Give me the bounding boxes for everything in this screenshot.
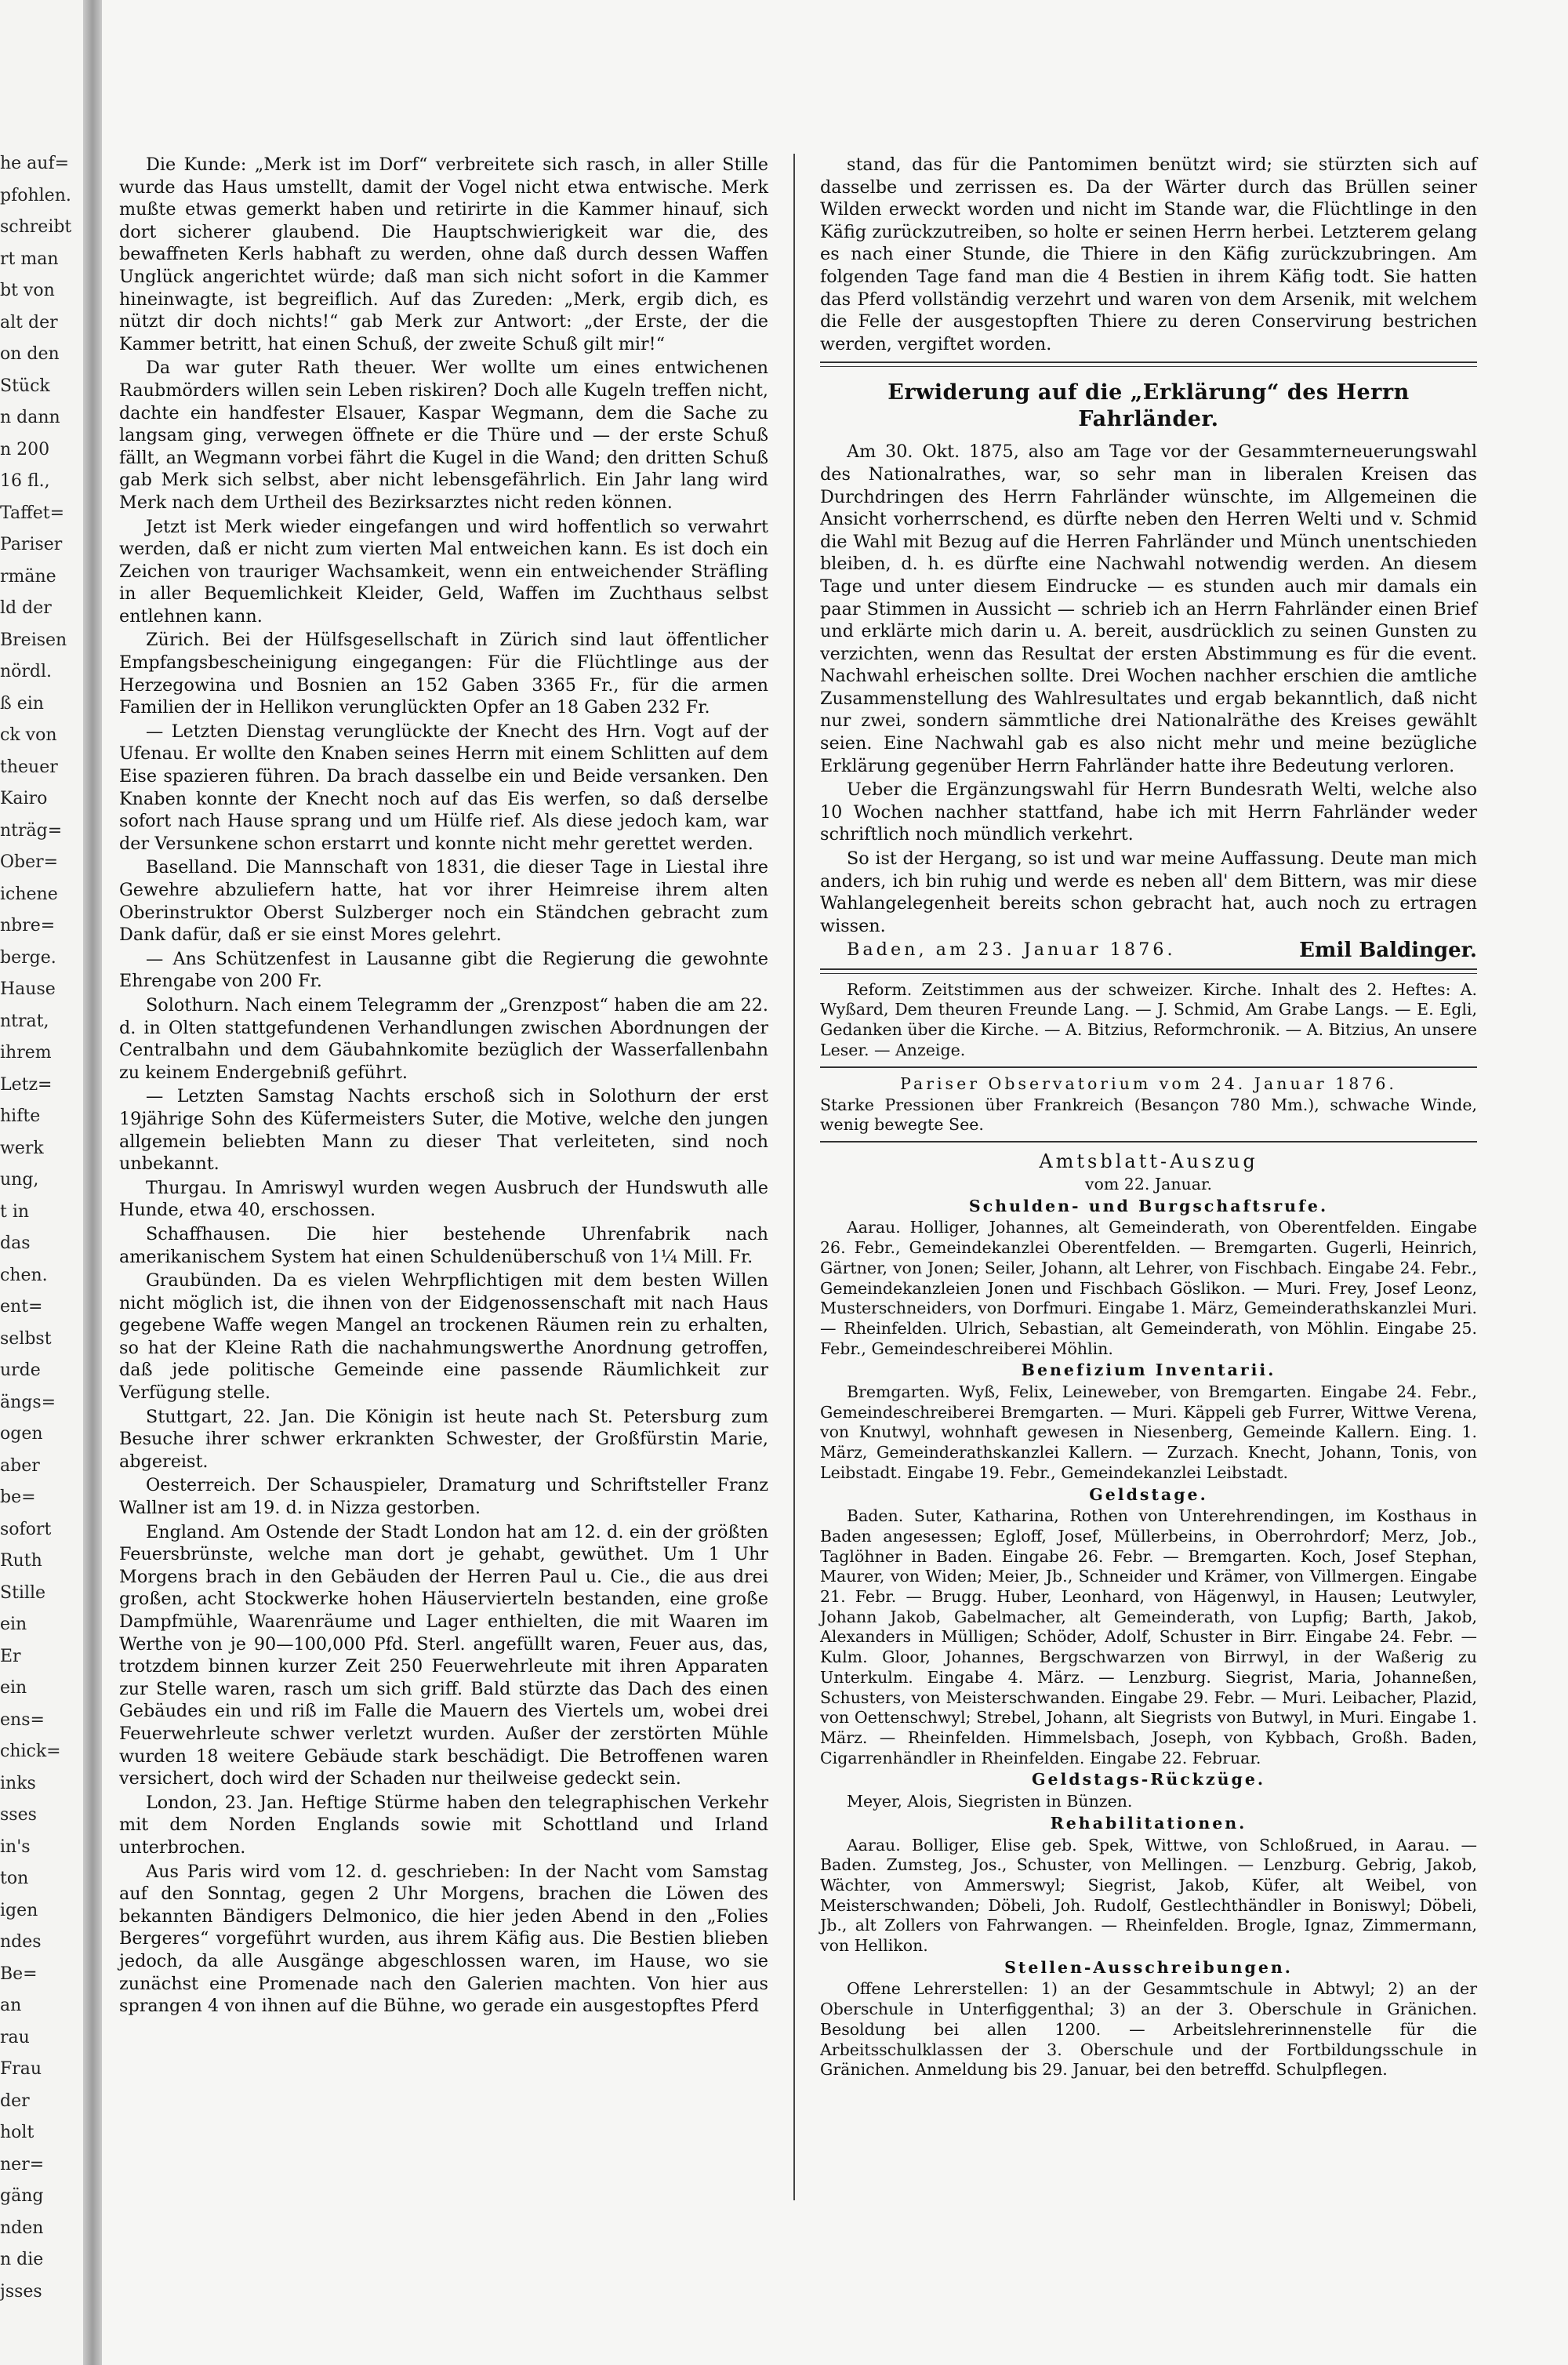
- previous-page-fragment: ihrem: [0, 1043, 52, 1063]
- reply-paragraph: So ist der Hergang, so ist und war meine Auffassung. Deute man mich anders, ich bin ruhig und werde es neben all' dem Bittern, was mir diese Wahlangelegenheit bereits schon gebracht hat, auch noch zu ertragen wissen.: [820, 848, 1477, 936]
- gazette-sections: [820, 1197, 1477, 2080]
- previous-page-fragment: Frau: [0, 2059, 42, 2079]
- previous-page-fragment: ntrat,: [0, 1011, 49, 1031]
- news-paragraph: Zürich. Bei der Hülfsgesellschaft in Zürich sind laut öffentlicher Empfangsbescheinigung eingegangen: Für die Flüchtlinge aus der Herzegowina und Bosnien an 152 Gaben 3365 Fr., für die armen Familien der in Hellikon verunglückten Opfer an 18 Gaben 232 Fr.: [119, 630, 768, 718]
- previous-page-fragment: be=: [0, 1488, 36, 1507]
- previous-page-fragment: theuer: [0, 757, 58, 777]
- previous-page-fragment: an: [0, 1996, 22, 2015]
- previous-page-fragment: ung,: [0, 1170, 39, 1190]
- previous-page-fragment: n dann: [0, 408, 60, 427]
- previous-page-fragment: Breisen: [0, 630, 67, 650]
- gazette-section-text: Meyer, Alois, Siegristen in Bünzen.: [847, 1792, 1133, 1811]
- lion-story-end: stand, das für die Pantomimen benützt wird; sie stürzten sich auf dasselbe und zerrissen es. Da der Wärter durch das Brüllen seiner Wilden erweckt worden und nicht im Stande war, die Flüchtlinge in den Käfig zurückzutreiben, so holte er seinen Herrn herbei. Letzterem gelang es nach einer Stunde, die Thiere in den Käfig zurückzubringen. Am folgenden Tage fand man die 4 Bestien in ihrem Käfig todt. Sie hatten das Pferd vollständig verzehrt und waren von dem Arsenik, mit welchem die Felle der ausgestopften Thiere zu deren Conservirung bestrichen werden, vergiftet worden.: [820, 154, 1477, 354]
- previous-page-fragment: ß ein: [0, 693, 44, 714]
- previous-page-fragment: ner=: [0, 2154, 45, 2174]
- previous-page-fragment: chen.: [0, 1265, 48, 1285]
- previous-page-fragment: ndes: [0, 1932, 42, 1952]
- weather-title: Pariser Observatorium vom 24. Januar 1876.: [900, 1074, 1397, 1094]
- previous-page-fragment: ein: [0, 1678, 27, 1698]
- previous-page-fragment: werk: [0, 1138, 44, 1158]
- column-divider: [793, 154, 795, 2200]
- section-rule: [820, 968, 1477, 974]
- previous-page-fragment: alt der: [0, 312, 58, 332]
- previous-page-fragment: Pariser: [0, 535, 63, 554]
- previous-page-fragment: n die: [0, 2250, 44, 2269]
- news-paragraph: Schaffhausen. Die hier bestehende Uhrenfabrik nach amerikanischem System hat einen Schuldenüberschuß von 1¼ Mill. Fr.: [119, 1223, 768, 1267]
- previous-page-fragment: gäng: [0, 2186, 44, 2206]
- previous-page-fragment: Stille: [0, 1582, 46, 1603]
- dateline: Baden, am 23. Januar 1876.: [847, 939, 1176, 961]
- previous-page-fragment: pfohlen.: [0, 185, 71, 205]
- news-paragraph: — Letzten Dienstag verunglückte der Knecht des Hrn. Vogt auf der Ufenau. Er wollte den Knaben seines Herrn mit einem Schlitten auf dem Eise spazieren führen. Da brach dasselbe ein und Beide versanken. Den Knaben konnte der Knecht noch auf das Eis werfen, so daß derselbe sofort nach Hause sprang und um Hülfe rief. Als diese jedoch kam, war der Versunkene schon erstarrt und konnte nicht mehr gerettet werden.: [119, 721, 768, 854]
- gazette-title: Amtsblatt-Auszug: [1039, 1150, 1258, 1173]
- previous-page-fragment: Stück: [0, 376, 50, 396]
- previous-page-fragment: Taffet=: [0, 503, 65, 523]
- previous-page-fragment: berge.: [0, 947, 56, 968]
- previous-page-fragment: ton: [0, 1869, 29, 1888]
- news-paragraph: Jetzt ist Merk wieder eingefangen und wird hoffentlich so verwahrt werden, daß er nicht zum vierten Mal entweichen kann. Es ist doch ein Zeichen von trauriger Wachsamkeit, wenn ein entweichender Sträfling in aller Bequemlichkeit Kleider, Geld, Waffen im Zuchthaus selbst entlehnen kann.: [119, 516, 768, 627]
- previous-page-fragment: jsses: [0, 2281, 42, 2301]
- previous-page-fragment: das: [0, 1233, 31, 1253]
- news-paragraph: Stuttgart, 22. Jan. Die Königin ist heute nach St. Petersburg zum Besuche ihrer schwer erkrankten Schwester, der Großfürstin Marie, abgereist.: [119, 1406, 768, 1472]
- previous-page-fragment: aber: [0, 1455, 40, 1476]
- previous-page-fragment: selbst: [0, 1328, 52, 1349]
- previous-page-fragment: Kairo: [0, 789, 48, 808]
- gazette-section-heading: Benefizium Inventarii.: [1021, 1361, 1276, 1380]
- gazette-section-heading: Schulden- und Burgschaftsrufe.: [968, 1196, 1329, 1215]
- previous-page-fragment: ängs=: [0, 1392, 56, 1412]
- reply-heading: Erwiderung auf die „Erklärung“ des Herrn Fahrländer.: [887, 380, 1410, 432]
- gazette-section-heading: Rehabilitationen.: [1050, 1813, 1247, 1833]
- previous-page-fragment: Ruth: [0, 1551, 42, 1571]
- gazette-section-text: Baden. Suter, Katharina, Rothen von Unterehrendingen, im Kosthaus in Baden angesessen; Egloff, Josef, Müllerbeins, in Oberrohrdorf; Merz, Job., Taglöhner in Baden. Eingabe 26. Febr. — Bremgarten. Koch, Josef Stephan, Maurer, von Widen; Meier, Jb., Schneider und Krämer, von Villmergen. Eingabe 21. Febr. — Brugg. Huber, Leonhard, von Hägenwyl, in Hausen; Leutwyler, Johann Jakob, Gabelmacher, alt Gemeinderath, von Lupfig; Barth, Jakob, Alexanders in Mülligen; Schöder, Adolf, Schuster in Birr. Eingabe 24. Febr. — Kulm. Gloor, Johannes, Bergschwarzen von Birrwyl, in der Waßerig zu Unterkulm. Eingabe 4. März. — Lenzburg. Siegrist, Maria, Johanneßen, Schusters, von Meisterschwanden. Eingabe 29. Febr. — Muri. Leibacher, Plazid, von Oettenschwyl; Strebel, Johann, alt Siegrists von Butwyl, in Muri. Eingabe 1. März. — Rheinfelden. Himmelsbach, Joseph, von Kybbach, Großh. Baden, Cigarrenhändler in Rheinfelden. Eingabe 22. Februar.: [820, 1506, 1477, 1767]
- previous-page-fragment: rt man: [0, 249, 59, 269]
- previous-page-fragment: n 200: [0, 439, 50, 460]
- previous-page-fragment: nden: [0, 2218, 44, 2238]
- section-rule: [820, 1066, 1477, 1068]
- previous-page-fragment: ichene: [0, 884, 58, 904]
- right-column: [820, 154, 1477, 2082]
- previous-page-fragment: igen: [0, 1900, 38, 1920]
- previous-page-fragment: nördl.: [0, 662, 53, 681]
- news-paragraph: Oesterreich. Der Schauspieler, Dramaturg und Schriftsteller Franz Wallner ist am 19. d. in Nizza gestorben.: [119, 1475, 768, 1519]
- previous-page-fragment: schreibt: [0, 217, 72, 237]
- previous-page-fragment: on den: [0, 344, 60, 364]
- previous-page-fragment: ck von: [0, 725, 57, 745]
- previous-page-fragment: Ober=: [0, 852, 59, 872]
- previous-page-fragment: nbre=: [0, 916, 56, 935]
- previous-page-fragment: ogen: [0, 1424, 43, 1444]
- previous-page-fragment: Letz=: [0, 1074, 53, 1095]
- left-column: [119, 154, 768, 2019]
- reply-body: [820, 441, 1477, 937]
- previous-page-fragment: ld der: [0, 598, 52, 618]
- gazette-section-text: Offene Lehrerstellen: 1) an der Gesammtschule in Abtwyl; 2) an der Oberschule in Unterfiggenthal; 3) an der 3. Oberschule in Gränichen. Besoldung bei allen 1200. — Arbeitslehrerinnenstelle für die Arbeitsschulklassen der 3. Oberschule und der Fortbildungsschule in Gränichen. Anmeldung bis 29. Januar, bei den betreffd. Schulpflegen.: [820, 1979, 1477, 2080]
- news-paragraph: London, 23. Jan. Heftige Stürme haben den telegraphischen Verkehr mit dem Norden Englands sowie mit Schottland und Irland unterbrochen.: [119, 1792, 768, 1858]
- reply-paragraph: Ueber die Ergänzungswahl für Herrn Bundesrath Welti, welche also 10 Wochen nachher stattfand, habe ich mit Herrn Fahrländer weder schriftlich noch mündlich verkehrt.: [820, 779, 1477, 845]
- previous-page-fragment: bt von: [0, 281, 55, 300]
- weather-text: Starke Pressionen über Frankreich (Besançon 780 Mm.), schwache Winde, wenig bewegte See.: [820, 1095, 1477, 1135]
- previous-page-fragment: sofort: [0, 1519, 52, 1539]
- section-rule: [820, 361, 1477, 367]
- gazette-section-heading: Geldstags-Rückzüge.: [1031, 1770, 1266, 1789]
- previous-page-fragment: he auf=: [0, 154, 70, 173]
- previous-page-fragment: 16 fl.,: [0, 471, 50, 491]
- previous-page-fragment: ent=: [0, 1297, 43, 1317]
- previous-page-fragment: rau: [0, 2027, 30, 2047]
- gazette-section-text: Bremgarten. Wyß, Felix, Leineweber, von Bremgarten. Eingabe 24. Febr., Gemeindeschreiberei Bremgarten. — Muri. Käppeli geb Furrer, Wittwe Verena, von Knutwyl, wohnhaft gewesen in Niesenberg, Gemeinde Kallern. Eing. 1. März, Gemeinderathskanzlei Kallern. — Zurzach. Knecht, Johann, Tonis, von Leibstadt. Eingabe 19. Febr., Gemeindekanzlei Leibstadt.: [820, 1382, 1477, 1482]
- previous-page-fragment: rmäne: [0, 566, 56, 587]
- news-paragraph: Solothurn. Nach einem Telegramm der „Grenzpost“ haben die am 22. d. in Olten stattgefundenen Verhandlungen zwischen Abordnungen der Centralbahn und dem Gäubahnkomite bezüglich der Wasserfallenbahn zu keinem Endergebniß geführt.: [119, 994, 768, 1083]
- news-paragraph: Aus Paris wird vom 12. d. geschrieben: In der Nacht vom Samstag auf den Sonntag, gegen 2 Uhr Morgens, brachen die Löwen des bekannten Bändigers Delmonico, die hier jeden Abend in den „Folies Bergeres“ vorgeführt wurden, aus ihrem Käfig aus. Die Bestien blieben jedoch, da alle Ausgänge abgeschlossen waren, im Hause, wo sie zunächst eine Promenade nach den Galerien machten. Von hier aus sprangen 4 von ihnen auf die Bühne, wo gerade ein ausgestopftes Pferd: [119, 1861, 768, 2017]
- gazette-section-heading: Geldstage.: [1089, 1484, 1208, 1504]
- gazette-section-heading: Stellen-Ausschreibungen.: [1004, 1957, 1293, 1977]
- news-paragraph: Die Kunde: „Merk ist im Dorf“ verbreitete sich rasch, in aller Stille wurde das Haus umstellt, damit der Vogel nicht etwa entwische. Merk mußte etwas gemerkt haben und retirirte in die Kammer hinauf, sich dort sicherer glaubend. Die Hauptschwierigkeit war die, des bewaffneten Kerls habhaft zu werden, ohne daß durch dessen Waffen Unglück angerichtet würde; daß man sich nicht sofort in die Kammer hineinwagte, ist begreiflich. Auf das Zureden: „Merk, ergib dich, es nützt dir doch nichts!“ gab Merk zur Antwort: „der Erste, der die Kammer betritt, hat einen Schuß, der zweite Schuß gilt mir!“: [119, 154, 768, 354]
- news-paragraph: — Ans Schützenfest in Lausanne gibt die Regierung die gewohnte Ehrengabe von 200 Fr.: [119, 948, 768, 992]
- reply-paragraph: Am 30. Okt. 1875, also am Tage vor der Gesammterneuerungswahl des Nationalrathes, war, so sehr man in liberalen Kreisen das Durchdringen des Herrn Fahrländer wünschte, im Allgemeinen die Ansicht vorherrschend, es dürfte neben den Herren Welti und v. Schmid die Wahl mit Bezug auf die Herren Fahrländer und Münch unentschieden bleiben, d. h. es dürfte eine Nachwahl notwendig werden. An diesem Tage und unter diesem Eindrucke — es stunden auch mir damals ein paar Stimmen in Aussicht — schrieb ich an Herrn Fahrländer einen Brief und erklärte mich darin u. A. bereit, ausdrücklich zu seinen Gunsten zu verzichten, wenn das Resultat der ersten Abstimmung es für die event. Nachwahl erheischen sollte. Drei Wochen nachher erschien die amtliche Zusammenstellung des Wahlresultates und ergab bekanntlich, daß nicht nur zwei, sondern sämmtliche drei Nationalräthe des Kreises gewählt seien. Eine Nachwahl gab es also nicht mehr und meine bezügliche Erklärung gegenüber Herrn Fahrländer hatte ihre Bedeutung verloren.: [820, 441, 1477, 776]
- previous-page-fragment: urde: [0, 1361, 41, 1380]
- previous-page-fragment: ens=: [0, 1709, 45, 1730]
- news-paragraph: — Letzten Samstag Nachts erschoß sich in Solothurn der erst 19jährige Sohn des Küfermeisters Suter, die Motive, welche den jungen allgemein beliebten Mann zu dieser That verleiteten, sind noch unbekannt.: [119, 1086, 768, 1175]
- news-paragraph: Graubünden. Da es vielen Wehrpflichtigen mit dem besten Willen nicht möglich ist, die ihnen von der Eidgenossenschaft mit nach Haus gegebene Waffe wegen Mangel an trockenen Räumen rein zu erhalten, so hat der Kleine Rath die nachahmungswerthe Anordnung getroffen, daß jede politische Gemeinde eine passende Räumlichkeit zur Verfügung stelle.: [119, 1270, 768, 1404]
- signature: Emil Baldinger.: [1299, 939, 1477, 962]
- gazette-section-text: Aarau. Bolliger, Elise geb. Spek, Wittwe, von Schloßrued, in Aarau. — Baden. Zumsteg, Jos., Schuster, von Mellingen. — Lenzburg. Gebrig, Jakob, Wächter, von Ammerswyl; Siegrist, Jakob, Küfer, alt Weibel, von Meisterschwanden; Döbeli, Joh. Rudolf, Gestlechthändler in Boniswyl; Döbeli, Jb., alt Zollers von Fahrwangen. — Rheinfelden. Brogle, Ignaz, Zimmermann, von Hellikon.: [820, 1835, 1477, 1956]
- reform-notice: Reform. Zeitstimmen aus der schweizer. Kirche. Inhalt des 2. Heftes: A. Wyßard, Dem theuren Freunde Lang. — J. Schmid, Am Grabe Langs. — E. Egli, Gedanken über die Kirche. — A. Bitzius, Reformchronik. — A. Bitzius, An unsere Leser. — Anzeige.: [820, 979, 1477, 1059]
- gazette-date: vom 22. Januar.: [1084, 1175, 1213, 1193]
- news-paragraph: Baselland. Die Mannschaft von 1831, die dieser Tage in Liestal ihre Gewehre abzuliefern hatte, hat vor ihrer Heimreise ihrem alten Oberinstruktor Oberst Sulzberger noch ein Ständchen gebracht zum Dank dafür, daß er sie einst Mores gelehrt.: [119, 857, 768, 946]
- previous-page-fragment: in's: [0, 1836, 31, 1857]
- section-rule: [820, 1141, 1477, 1143]
- previous-page-fragment: t in: [0, 1201, 30, 1222]
- gazette-section-text: Aarau. Holliger, Johannes, alt Gemeinderath, von Oberentfelden. Eingabe 26. Febr., Gemeindekanzlei Oberentfelden. — Bremgarten. Gugerli, Heinrich, Gärtner, von Jonen; Seiler, Johann, alt Lehrer, von Fischbach. Eingabe 24. Febr., Gemeindekanzleien Jonen und Fischbach Göslikon. — Muri. Frey, Josef Leonz, Musterschneiders, von Dorfmuri. Eingabe 1. März, Gemeinderathskanzlei Muri. — Rheinfelden. Ulrich, Sebastian, alt Gemeinderath, von Möhlin. Eingabe 25. Febr., Gemeindeschreiberei Möhlin.: [820, 1218, 1477, 1358]
- previous-page-fragment: chick=: [0, 1742, 61, 1761]
- news-paragraph: England. Am Ostende der Stadt London hat am 12. d. ein der größten Feuersbrünste, welche man dort je gehabt, gewüthet. Um 1 Uhr Morgens brach in den Gebäuden der Herren Paul u. Cie., die aus drei großen, acht Stockwerke hohen Häuservierteln bestanden, eine große Dampfmühle, Waarenräume und Lager enthielten, die mit Waaren im Werthe von je 90—100,000 Pfd. Sterl. angefüllt waren, Feuer aus, das, trotzdem binnen kurzer Zeit 250 Feuerwehrleute mit ihren Apparaten zur Stelle waren, rasch um sich griff. Bald stürzte das Dach des einen Gebäudes ein und riß im Falle die Mauern des Viertels um, wobei drei Feuerwehrleute schwer verletzt wurden. Außer der zerstörten Mühle wurden 18 weitere Gebäude stark beschädigt. Die Betroffenen waren versichert, doch wird der Schaden nur theilweise gedeckt sein.: [119, 1521, 768, 1789]
- page-gutter: [83, 0, 102, 2365]
- previous-page-fragment: holt: [0, 2123, 34, 2142]
- previous-page-fragment: hifte: [0, 1106, 41, 1126]
- previous-page-fragment: ein: [0, 1615, 27, 1634]
- previous-page-fragment: nträg=: [0, 820, 63, 841]
- previous-page-fragment: Er: [0, 1646, 21, 1666]
- previous-page-fragment: Hause: [0, 979, 56, 999]
- previous-page-edge: [0, 0, 83, 2365]
- previous-page-fragment: Be=: [0, 1964, 38, 1984]
- previous-page-fragment: der: [0, 2091, 30, 2111]
- news-paragraph: Thurgau. In Amriswyl wurden wegen Ausbruch der Hundswuth alle Hunde, etwa 40, erschossen.: [119, 1177, 768, 1221]
- previous-page-fragment: sses: [0, 1805, 37, 1825]
- news-paragraph: Da war guter Rath theuer. Wer wollte um eines entwichenen Raubmörders willen sein Leben riskiren? Doch alle Kugeln treffen nicht, dachte ein handfester Elsauer, Kaspar Wegmann, dem die Sache zu langsam ging, verwegen öffnete er die Thüre und — der erste Schuß fällt, an Wegmann vorbei fährt die Kugel in die Wand; den dritten Schuß gab Merk sich selbst, aber nicht lebensgefährlich. Ein Jahr lang wird Merk nach dem Urtheil des Bezirksarztes nicht reden können.: [119, 358, 768, 513]
- previous-page-fragment: inks: [0, 1773, 36, 1793]
